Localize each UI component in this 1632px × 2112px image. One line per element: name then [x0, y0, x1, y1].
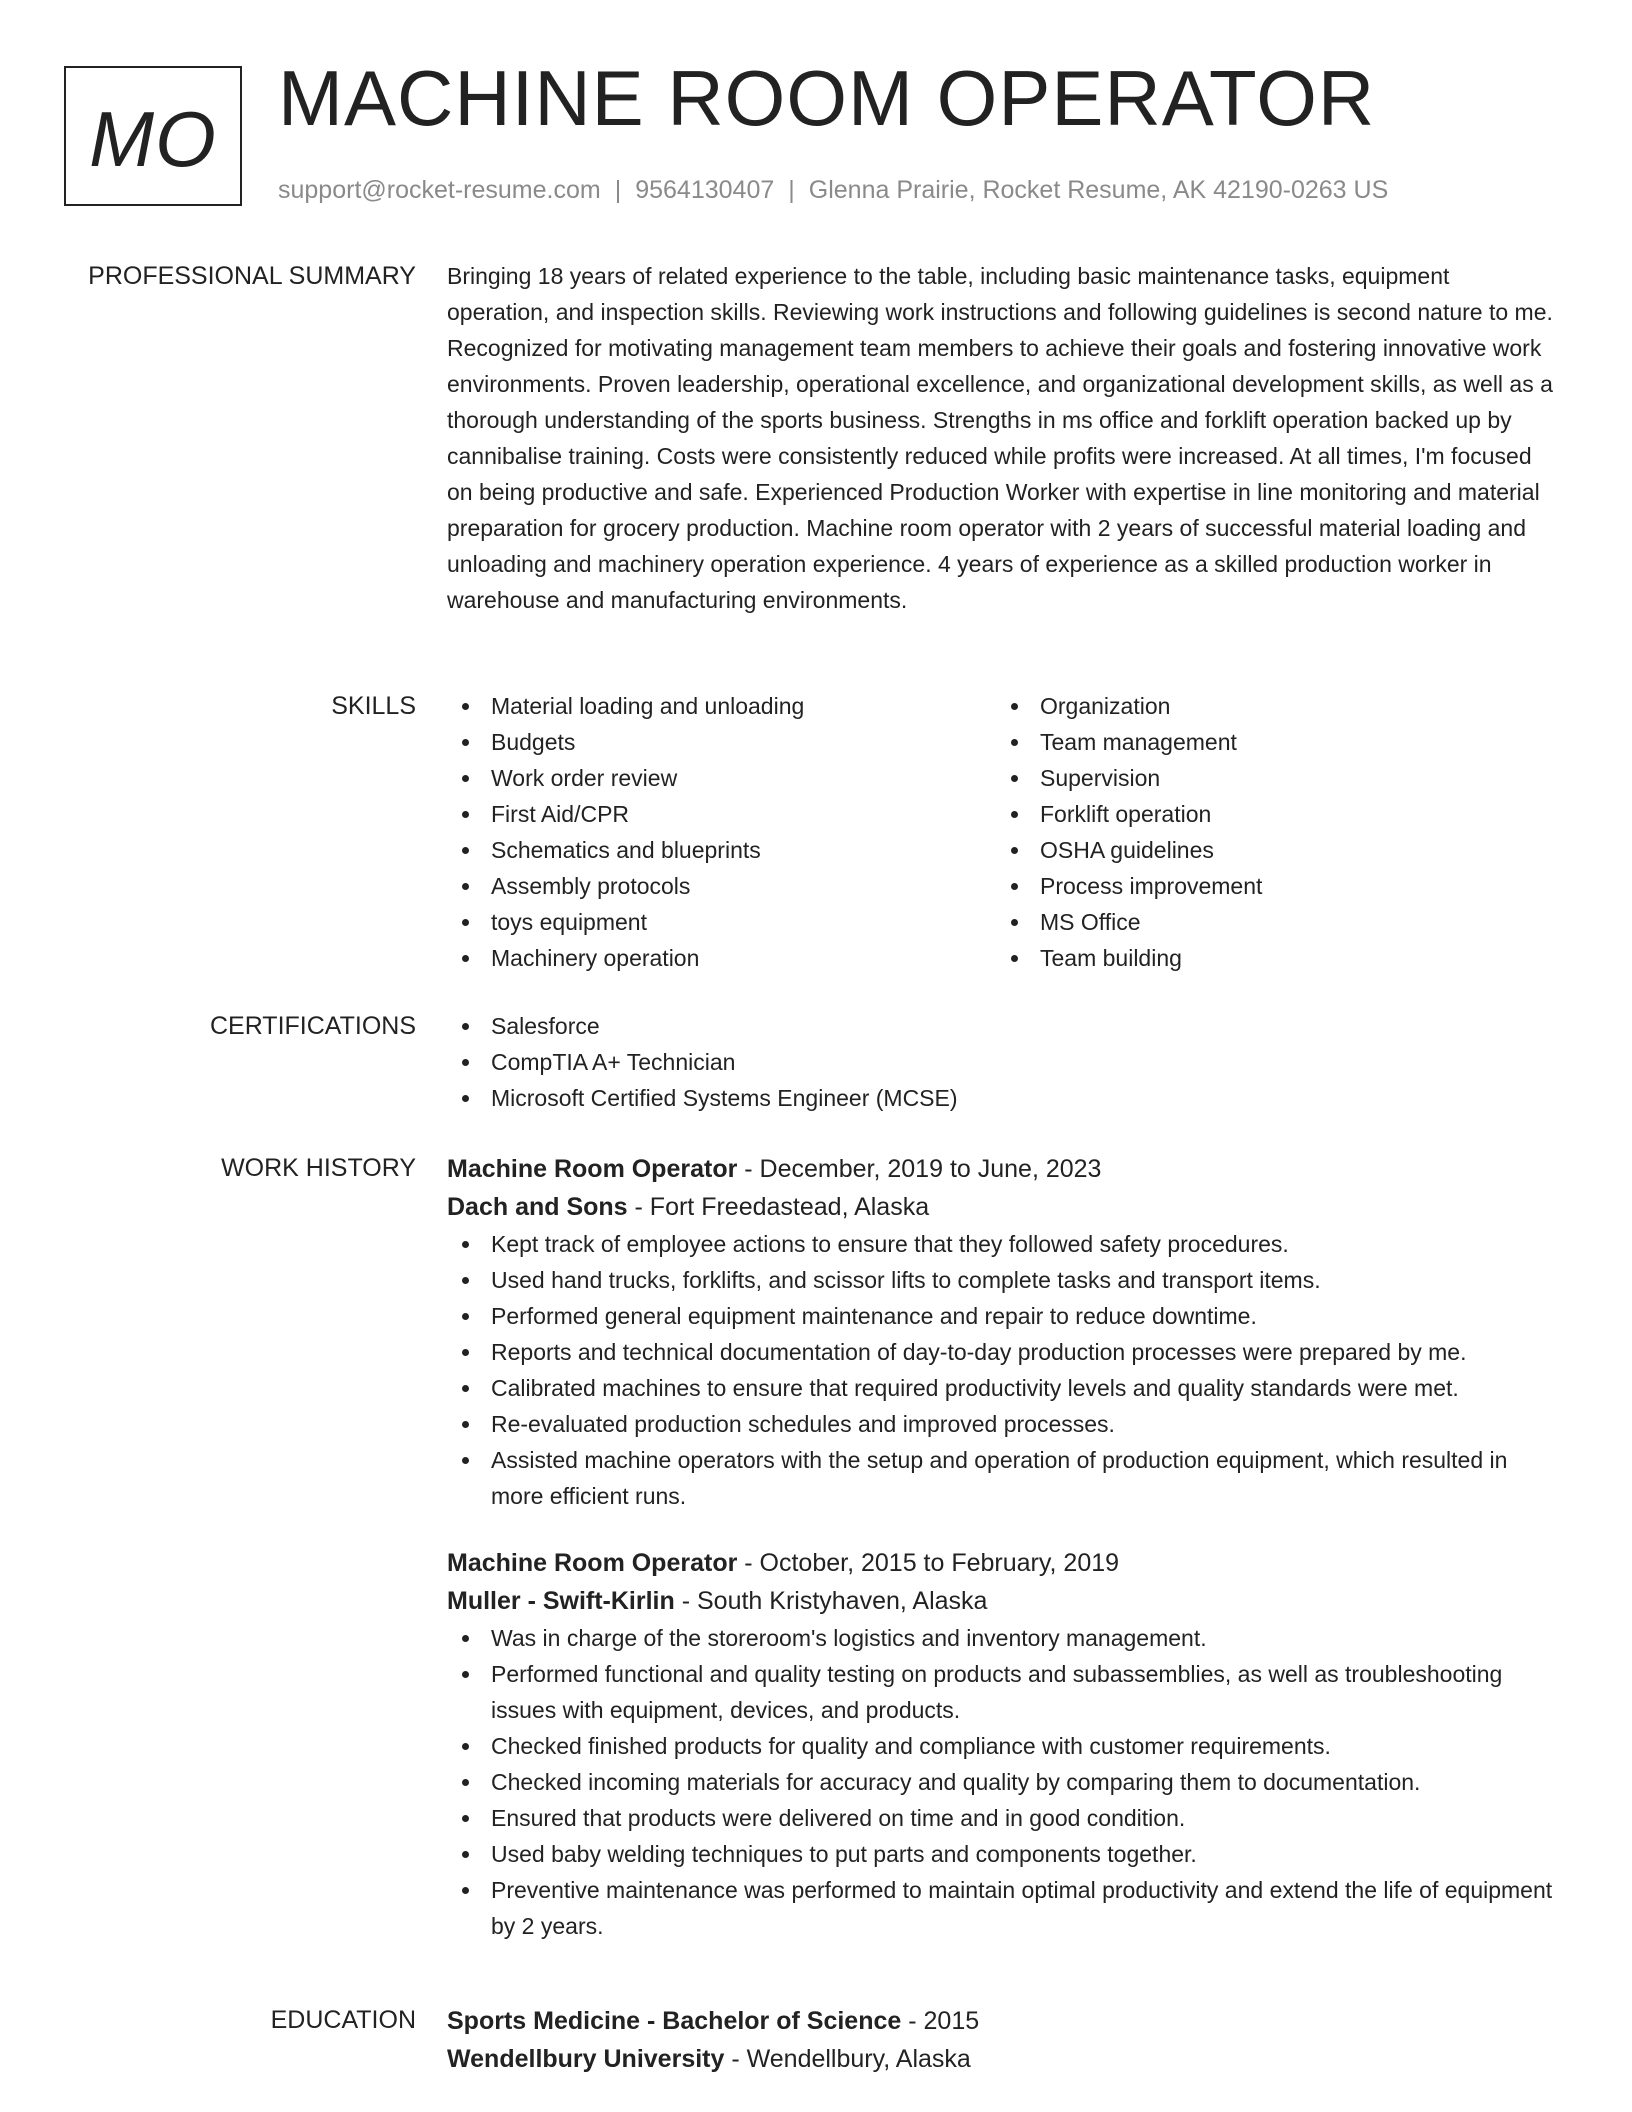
monogram-initials: MO — [89, 95, 217, 183]
job-location: - South Kristyhaven, Alaska — [674, 1587, 988, 1615]
job-bullets — [447, 1226, 1557, 1514]
job-title: Machine Room Operator — [447, 1155, 738, 1183]
skill-item: First Aid/CPR — [447, 796, 997, 832]
skill-item: Team building — [996, 940, 1556, 976]
certifications-label: CERTIFICATIONS — [209, 1012, 416, 1040]
skills-label: SKILLS — [331, 692, 416, 720]
skill-item: Work order review — [447, 760, 997, 796]
certifications-list — [447, 1008, 1557, 1116]
resume-name: MACHINE ROOM OPERATOR — [278, 54, 1376, 142]
job-bullet: Was in charge of the storeroom's logistics and inventory management. — [447, 1620, 1557, 1656]
summary-text: Bringing 18 years of related experience to the table, including basic maintenance tasks, equipment operation, and inspection skills. Reviewing work instructions and following guidelines is second nature to me. Recognized for motivating management team members to achieve their goals and fostering innovative work environments. Proven leadership, operational excellence, and organizational development skills, as well as a thorough understanding of the sports business. Strengths in ms office and forklift operation backed up by cannibalise training. Costs were consistently reduced while profits were increased. At all times, I'm focused on being productive and safe. Experienced Production Worker with expertise in line monitoring and material preparation for grocery production. Machine room operator with 2 years of successful material loading and unloading and machinery operation experience. 4 years of experience as a skilled production worker in warehouse and manufacturing environments. — [447, 263, 1553, 613]
certifications-body — [447, 1008, 1557, 1116]
job-bullet: Assisted machine operators with the setup and operation of production equipment, which resulted in more efficient runs. — [447, 1442, 1557, 1514]
skill-item: Forklift operation — [996, 796, 1556, 832]
job-bullet: Re-evaluated production schedules and improved processes. — [447, 1406, 1557, 1442]
certification-item: CompTIA A+ Technician — [447, 1044, 1557, 1080]
skill-item: Schematics and blueprints — [447, 832, 997, 868]
job-title-line — [447, 1544, 1557, 1582]
certification-item: Salesforce — [447, 1008, 1557, 1044]
job-bullet: Kept track of employee actions to ensure that they followed safety procedures. — [447, 1226, 1557, 1262]
skill-item: Supervision — [996, 760, 1556, 796]
monogram-box — [64, 66, 242, 206]
education-location: - Wendellbury, Alaska — [724, 2045, 971, 2073]
skill-item: Process improvement — [996, 868, 1556, 904]
skills-body — [447, 688, 1557, 976]
summary-body — [447, 258, 1557, 618]
skill-item: Organization — [996, 688, 1556, 724]
job-entry — [447, 1150, 1557, 1514]
job-bullet: Performed functional and quality testing on products and subassemblies, as well as troubleshooting issues with equipment, devices, and products. — [447, 1656, 1557, 1728]
skill-item: Team management — [996, 724, 1556, 760]
education-body — [447, 2002, 1557, 2078]
job-bullet: Preventive maintenance was performed to maintain optimal productivity and extend the life of equipment by 2 years. — [447, 1872, 1557, 1944]
job-bullet: Used baby welding techniques to put parts and components together. — [447, 1836, 1557, 1872]
job-bullet: Ensured that products were delivered on time and in good condition. — [447, 1800, 1557, 1836]
skills-list-left — [447, 688, 997, 976]
job-bullet: Checked incoming materials for accuracy and quality by comparing them to documentation. — [447, 1764, 1557, 1800]
skill-item: toys equipment — [447, 904, 997, 940]
job-dates: - October, 2015 to February, 2019 — [737, 1549, 1120, 1577]
job-title-line — [447, 1150, 1557, 1188]
work-history-body — [447, 1150, 1557, 1944]
job-company: Muller - Swift-Kirlin — [447, 1587, 675, 1615]
job-bullet: Used hand trucks, forklifts, and scissor lifts to complete tasks and transport items. — [447, 1262, 1557, 1298]
contact-phone: 9564130407 — [635, 176, 775, 204]
work-history-label: WORK HISTORY — [221, 1154, 416, 1182]
education-degree: Sports Medicine - Bachelor of Science — [447, 2007, 902, 2035]
skill-item: MS Office — [996, 904, 1556, 940]
education-school: Wendellbury University — [447, 2045, 725, 2073]
job-bullet: Checked finished products for quality and compliance with customer requirements. — [447, 1728, 1557, 1764]
education-school-line — [447, 2040, 1557, 2078]
contact-separator: | — [788, 176, 795, 204]
job-title: Machine Room Operator — [447, 1549, 738, 1577]
job-company: Dach and Sons — [447, 1193, 628, 1221]
education-year: - 2015 — [901, 2007, 980, 2035]
job-entry — [447, 1544, 1557, 1944]
job-dates: - December, 2019 to June, 2023 — [737, 1155, 1102, 1183]
contact-email: support@rocket-resume.com — [278, 176, 601, 204]
skill-item: Assembly protocols — [447, 868, 997, 904]
contact-address: Glenna Prairie, Rocket Resume, AK 42190-0263 US — [808, 176, 1389, 204]
contact-separator: | — [614, 176, 622, 204]
job-bullets — [447, 1620, 1557, 1944]
education-degree-line — [447, 2002, 1557, 2040]
job-bullet: Performed general equipment maintenance and repair to reduce downtime. — [447, 1298, 1557, 1334]
job-bullet: Reports and technical documentation of day-to-day production processes were prepared by me. — [447, 1334, 1557, 1370]
job-company-line — [447, 1582, 1557, 1620]
skill-item: Machinery operation — [447, 940, 997, 976]
skill-item: OSHA guidelines — [996, 832, 1556, 868]
education-label: EDUCATION — [270, 2006, 416, 2034]
job-bullet: Calibrated machines to ensure that required productivity levels and quality standards were met. — [447, 1370, 1557, 1406]
skill-item: Budgets — [447, 724, 997, 760]
skills-list-right — [996, 688, 1556, 976]
skill-item: Material loading and unloading — [447, 688, 997, 724]
summary-label: PROFESSIONAL SUMMARY — [88, 262, 416, 290]
certification-item: Microsoft Certified Systems Engineer (MCSE) — [447, 1080, 1557, 1116]
job-company-line — [447, 1188, 1557, 1226]
job-location: - Fort Freedastead, Alaska — [627, 1193, 930, 1221]
contact-line — [278, 174, 1388, 206]
